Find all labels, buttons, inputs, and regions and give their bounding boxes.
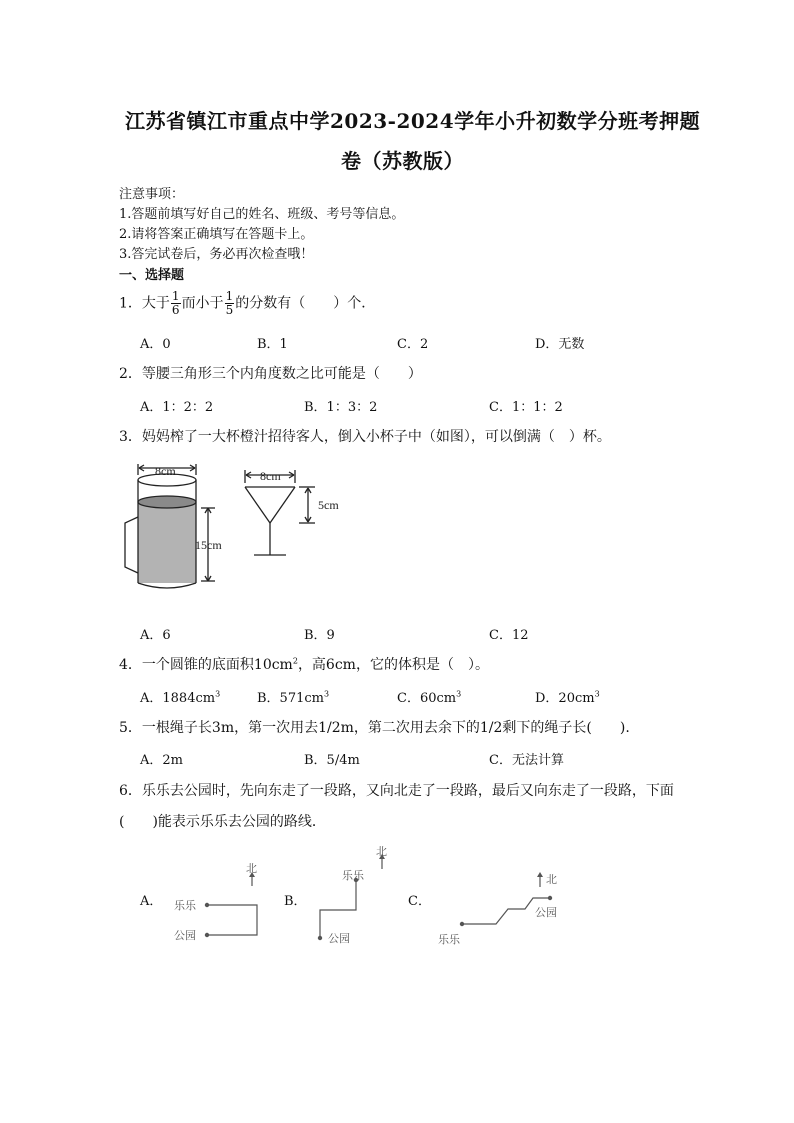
q5-option-c[interactable]: C．无法计算 xyxy=(489,753,564,768)
question-6-stem-line2: ( )能表示乐乐去公园的路线． xyxy=(119,814,326,830)
q2-option-a[interactable]: A．1：2：2 xyxy=(140,400,214,415)
pitcher-diagram xyxy=(125,464,215,588)
q6-option-a[interactable]: A． xyxy=(140,894,163,909)
q1-option-d[interactable]: D．无数 xyxy=(535,337,585,352)
cone-width-label: 8cm xyxy=(260,469,281,483)
notice-item-3: 3.答完试卷后，务必再次检查哦！ xyxy=(119,247,314,262)
route-map-a xyxy=(174,862,257,942)
q4-option-b[interactable]: B．$571cm^3$ xyxy=(257,689,330,706)
map-b-end-label: 公园 xyxy=(328,932,350,945)
q3-figure xyxy=(115,455,375,600)
q6-route-maps xyxy=(160,845,600,955)
q4-option-a[interactable]: A．$1884cm^3$ xyxy=(140,689,221,706)
map-a-end-label: 公园 xyxy=(174,929,196,942)
pitcher-width-label: 8cm xyxy=(155,464,176,478)
route-map-c xyxy=(438,872,557,946)
q4-option-d[interactable]: D．$20cm^3$ xyxy=(535,689,600,706)
cone-height-label: 5cm xyxy=(318,498,339,512)
map-c-north-label: 北 xyxy=(546,873,557,886)
question-4-stem: 4．一个圆锥的底面积$10cm^2$，高6cm，它的体积是（ ）。 xyxy=(119,656,489,673)
map-c-end-label: 公园 xyxy=(535,906,557,919)
q6-option-b[interactable]: B． xyxy=(284,894,307,909)
route-map-b xyxy=(318,845,387,945)
q2-option-b[interactable]: B．1：3：2 xyxy=(304,400,378,415)
page-title-line1: 江苏省镇江市重点中学2023-2024学年小升初数学分班考押题 xyxy=(125,109,701,133)
notice-item-1: 1.答题前填写好自己的姓名、班级、考号等信息。 xyxy=(119,207,405,222)
map-b-north-label: 北 xyxy=(376,845,387,858)
fraction-one-sixth: $\frac{1}{6}$ xyxy=(171,289,180,317)
q3-option-b[interactable]: B．9 xyxy=(304,628,335,643)
pitcher-height-label: 15cm xyxy=(195,538,222,552)
q1-option-c[interactable]: C．2 xyxy=(397,337,429,352)
question-3-stem: 3．妈妈榨了一大杯橙汁招待客人，倒入小杯子中（如图），可以倒满（ ）杯。 xyxy=(119,429,611,445)
notice-item-2: 2.请将答案正确填写在答题卡上。 xyxy=(119,227,314,242)
q1-option-b[interactable]: B．1 xyxy=(257,337,288,352)
q2-option-c[interactable]: C．1：1：2 xyxy=(489,400,563,415)
q6-option-c[interactable]: C． xyxy=(408,894,431,909)
map-c-start-label: 乐乐 xyxy=(438,933,460,946)
page-title-line2: 卷（苏教版） xyxy=(341,149,464,173)
fraction-one-fifth: $\frac{1}{5}$ xyxy=(225,289,234,317)
q3-option-c[interactable]: C．12 xyxy=(489,628,529,643)
notice-heading: 注意事项： xyxy=(119,187,185,202)
question-6-stem-line1: 6．乐乐去公园时，先向东走了一段路，又向北走了一段路，最后又向东走了一段路，下面 xyxy=(119,783,674,799)
question-1-stem: 1．大于 $\frac{1}{6}$ 而小于 $\frac{1}{5}$ 的分数有（ ）个． xyxy=(119,289,376,317)
question-2-stem: 2．等腰三角形三个内角度数之比可能是（ ） xyxy=(119,366,422,382)
q1-option-a[interactable]: A．0 xyxy=(140,337,171,352)
map-a-north-label: 北 xyxy=(246,862,257,875)
map-a-start-label: 乐乐 xyxy=(174,899,196,912)
section-heading: 一、选择题 xyxy=(119,268,185,283)
q5-option-a[interactable]: A．2m xyxy=(140,753,183,768)
q5-option-b[interactable]: B．5/4m xyxy=(304,753,360,768)
q4-option-c[interactable]: C．$60cm^3$ xyxy=(397,689,462,706)
question-5-stem: 5．一根绳子长3m，第一次用去1/2m，第二次用去余下的1/2剩下的绳子长( ). xyxy=(119,720,630,736)
map-b-start-label: 乐乐 xyxy=(342,869,364,882)
q3-option-a[interactable]: A．6 xyxy=(140,628,171,643)
